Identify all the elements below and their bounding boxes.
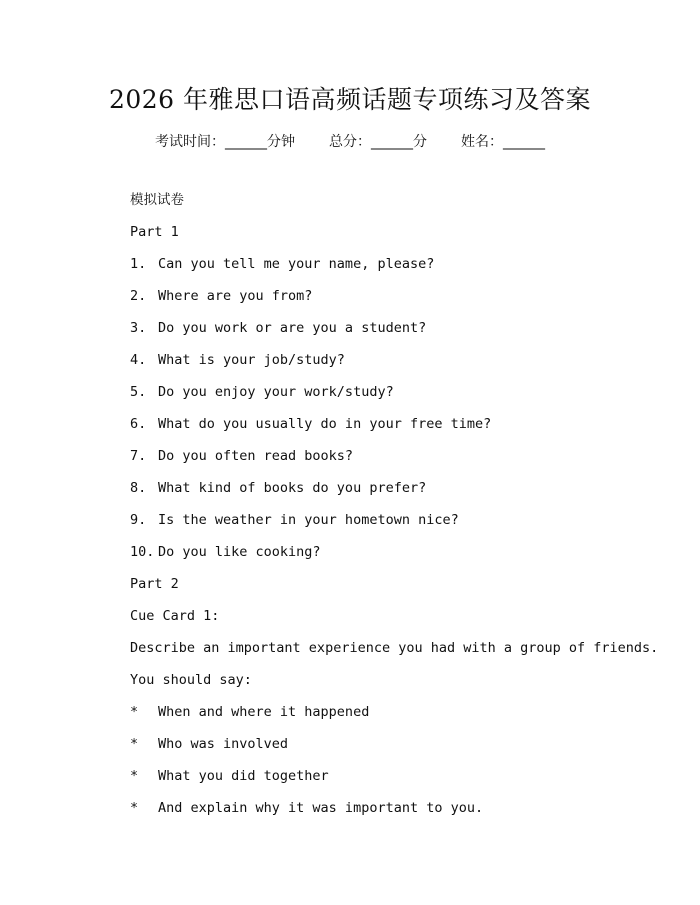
exam-info-line <box>0 131 700 151</box>
question-item <box>130 383 394 401</box>
question-item <box>130 255 434 273</box>
bullet-marker: * <box>130 768 139 784</box>
bullet-text: And explain why it was important to you. <box>158 800 484 816</box>
question-text: What is your job/study? <box>158 352 345 368</box>
question-text: Do you enjoy your work/study? <box>158 384 394 400</box>
should-say-label: You should say: <box>130 672 252 688</box>
question-text: Do you like cooking? <box>158 544 321 560</box>
exam-time-blank: ______ <box>225 134 267 150</box>
question-number: 9. <box>130 512 147 528</box>
cue-bullet-item <box>130 799 483 817</box>
question-text: Do you often read books? <box>158 448 354 464</box>
bullet-marker: * <box>130 736 139 752</box>
exam-time-unit: 分钟 <box>267 134 295 150</box>
question-number: 6. <box>130 416 147 432</box>
question-text: Where are you from? <box>158 288 313 304</box>
question-item <box>130 319 426 337</box>
question-item <box>130 479 426 497</box>
question-item <box>130 511 459 529</box>
question-text: Can you tell me your name, please? <box>158 256 435 272</box>
cue-card-label: Cue Card 1: <box>130 608 220 624</box>
question-number: 5. <box>130 384 147 400</box>
question-text: Is the weather in your hometown nice? <box>158 512 459 528</box>
cue-card-prompt: Describe an important experience you had with a group of friends. <box>130 640 659 656</box>
bullet-marker: * <box>130 800 139 816</box>
question-text: What kind of books do you prefer? <box>158 480 427 496</box>
cue-bullet-item <box>130 703 369 721</box>
question-number: 4. <box>130 352 147 368</box>
part2-heading: Part 2 <box>130 576 179 592</box>
question-item <box>130 287 312 305</box>
cue-bullet-item <box>130 767 329 785</box>
part1-heading: Part 1 <box>130 224 179 240</box>
bullet-text: What you did together <box>158 768 329 784</box>
student-name-label: 姓名： <box>461 134 503 150</box>
question-number: 7. <box>130 448 147 464</box>
question-item <box>130 543 321 561</box>
document-title: 2026 年雅思口语高频话题专项练习及答案 <box>108 85 592 114</box>
bullet-text: Who was involved <box>158 736 289 752</box>
question-text: What do you usually do in your free time? <box>158 416 492 432</box>
question-number: 8. <box>130 480 147 496</box>
question-number: 3. <box>130 320 147 336</box>
question-number: 1. <box>130 256 147 272</box>
question-number: 10. <box>130 544 155 560</box>
question-item <box>130 351 345 369</box>
question-number: 2. <box>130 288 147 304</box>
total-score-unit: 分 <box>413 134 427 150</box>
total-score-blank: ______ <box>371 134 413 150</box>
student-name-blank: ______ <box>503 134 545 150</box>
total-score-label: 总分： <box>329 134 371 150</box>
cue-bullet-item <box>130 735 288 753</box>
section-heading: 模拟试卷 <box>130 192 184 208</box>
question-text: Do you work or are you a student? <box>158 320 427 336</box>
question-item <box>130 415 491 433</box>
bullet-text: When and where it happened <box>158 704 370 720</box>
question-item <box>130 447 353 465</box>
exam-time-label: 考试时间： <box>155 134 225 150</box>
bullet-marker: * <box>130 704 139 720</box>
